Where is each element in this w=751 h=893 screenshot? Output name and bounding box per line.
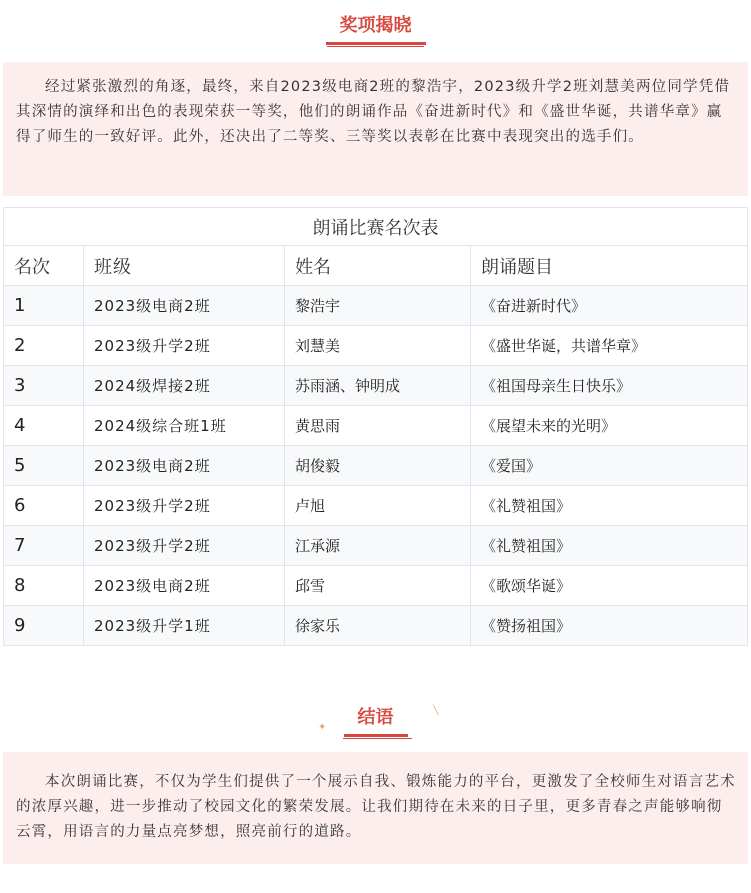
- table-row: [4, 526, 748, 566]
- conclusion-paragraph: 本次朗诵比赛，不仅为学生们提供了一个展示自我、锻炼能力的平台，更激发了全校师生对语言艺术的浓厚兴趣，进一步推动了校园文化的繁荣发展。让我们期待在未来的日子里，更多青春之声能够响彻云霄，用语言的力量点亮梦想，照亮前行的道路。: [16, 774, 736, 840]
- cell-class: 2023级升学2班: [84, 486, 285, 526]
- cell-name: 苏雨涵、钟明成: [285, 366, 471, 406]
- cell-name: 江承源: [285, 526, 471, 566]
- title-underline: [343, 738, 412, 739]
- cell-class: 2023级电商2班: [84, 566, 285, 606]
- cell-rank: 9: [4, 606, 84, 646]
- cell-name: 胡俊毅: [285, 446, 471, 486]
- cell-name: 黎浩宇: [285, 286, 471, 326]
- cell-title: 《奋进新时代》: [471, 286, 748, 326]
- cell-class: 2023级电商2班: [84, 446, 285, 486]
- table-row: [4, 446, 748, 486]
- cell-rank: 3: [4, 366, 84, 406]
- awards-paragraph: 经过紧张激烈的角逐，最终，来自2023级电商2班的黎浩宇，2023级升学2班刘慧美两位同学凭借其深情的演绎和出色的表现荣获一等奖，他们的朗诵作品《奋进新时代》和《盛世华诞，共谱华章》赢得了师生的一致好评。此外，还决出了二等奖、三等奖以表彰在比赛中表现突出的选手们。: [16, 79, 731, 145]
- cell-rank: 2: [4, 326, 84, 366]
- cell-name: 徐家乐: [285, 606, 471, 646]
- table-row: [4, 566, 748, 606]
- cell-title: 《歌颂华诞》: [471, 566, 748, 606]
- cell-class: 2024级焊接2班: [84, 366, 285, 406]
- table-row: [4, 406, 748, 446]
- cell-rank: 7: [4, 526, 84, 566]
- ranking-table: [3, 207, 748, 646]
- sparkle-icon: ╲: [433, 706, 439, 716]
- section-title-awards: [0, 14, 751, 45]
- cell-title: 《展望未来的光明》: [471, 406, 748, 446]
- header-rank: 名次: [4, 246, 84, 286]
- table-row: [4, 606, 748, 646]
- table-row: [4, 486, 748, 526]
- awards-heading: 奖项揭晓: [326, 14, 426, 45]
- cell-rank: 5: [4, 446, 84, 486]
- cell-rank: 6: [4, 486, 84, 526]
- table-row: [4, 286, 748, 326]
- table-header-row: [4, 246, 748, 286]
- cell-name: 黄思雨: [285, 406, 471, 446]
- cell-class: 2023级升学1班: [84, 606, 285, 646]
- cell-class: 2024级综合班1班: [84, 406, 285, 446]
- cell-title: 《爱国》: [471, 446, 748, 486]
- cell-title: 《赞扬祖国》: [471, 606, 748, 646]
- header-title: 朗诵题目: [471, 246, 748, 286]
- cell-title: 《祖国母亲生日快乐》: [471, 366, 748, 406]
- section-title-conclusion: [0, 706, 751, 737]
- table-caption: 朗诵比赛名次表: [4, 208, 748, 246]
- cell-class: 2023级升学2班: [84, 526, 285, 566]
- conclusion-text-box: [3, 752, 748, 864]
- awards-text-box: [3, 62, 748, 196]
- cell-name: 邱雪: [285, 566, 471, 606]
- cell-name: 刘慧美: [285, 326, 471, 366]
- cell-rank: 4: [4, 406, 84, 446]
- cell-name: 卢旭: [285, 486, 471, 526]
- header-class: 班级: [84, 246, 285, 286]
- cell-class: 2023级升学2班: [84, 326, 285, 366]
- cell-rank: 1: [4, 286, 84, 326]
- cell-rank: 8: [4, 566, 84, 606]
- table-row: [4, 326, 748, 366]
- cell-title: 《礼赞祖国》: [471, 526, 748, 566]
- title-underline: [327, 46, 424, 47]
- table-row: [4, 366, 748, 406]
- header-name: 姓名: [285, 246, 471, 286]
- cell-class: 2023级电商2班: [84, 286, 285, 326]
- table-caption-row: [4, 208, 748, 246]
- sparkle-icon: ✦: [318, 722, 327, 733]
- conclusion-heading: 结语: [344, 706, 408, 737]
- cell-title: 《礼赞祖国》: [471, 486, 748, 526]
- cell-title: 《盛世华诞，共谱华章》: [471, 326, 748, 366]
